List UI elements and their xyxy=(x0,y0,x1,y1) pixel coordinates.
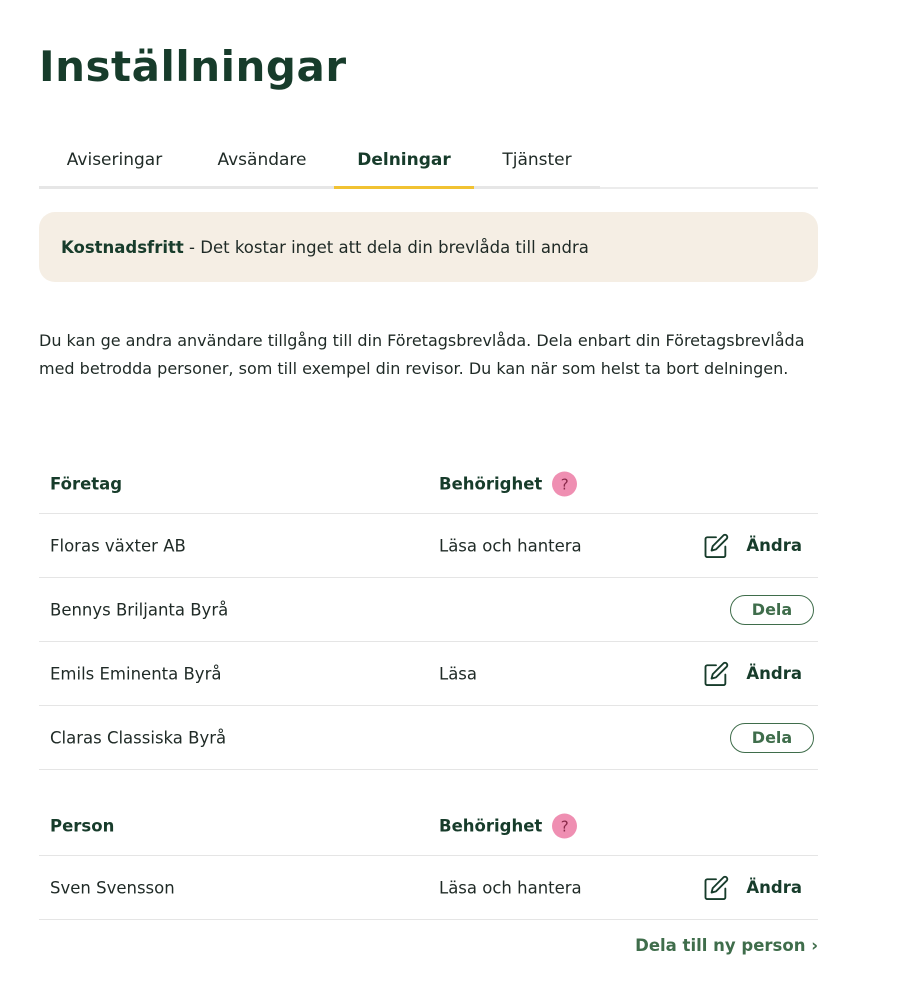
permission-header-label: Behörighet xyxy=(439,816,543,836)
intro-text: Du kan ge andra användare tillgång till din Företagsbrevlåda. Dela enbart din Företagsbrevlåda med betrodda personer, som till exempel din revisor. Du kan när som helst ta bort delningen. xyxy=(39,331,805,378)
permission-value: Läsa och hantera xyxy=(439,878,582,897)
help-icon[interactable]: ? xyxy=(552,472,577,497)
edit-label: Ändra xyxy=(746,536,802,555)
banner-text xyxy=(61,238,589,257)
edit-label: Ändra xyxy=(746,878,802,897)
edit-icon xyxy=(702,532,730,560)
share-button[interactable]: Dela xyxy=(730,595,814,625)
tab-underline xyxy=(190,186,334,189)
companies-table xyxy=(39,455,818,770)
edit-button[interactable] xyxy=(702,874,802,902)
tab-avsandare[interactable] xyxy=(190,130,334,189)
tab-active-underline xyxy=(334,186,474,189)
person-name: Sven Svensson xyxy=(50,878,175,897)
tab-underline xyxy=(474,186,600,189)
tab-underline xyxy=(39,186,190,189)
tab-tjanster[interactable] xyxy=(474,130,600,189)
edit-icon xyxy=(702,874,730,902)
info-banner xyxy=(39,212,818,282)
edit-icon xyxy=(702,660,730,688)
table-row xyxy=(39,578,818,642)
share-button[interactable]: Dela xyxy=(730,723,814,753)
tab-bar xyxy=(39,130,818,189)
share-new-person-link[interactable]: Dela till ny person › xyxy=(635,936,818,955)
column-header-company: Företag xyxy=(50,474,123,494)
banner-body: - Det kostar inget att dela din brevlåda till andra xyxy=(183,237,589,257)
tab-label: Aviseringar xyxy=(66,149,163,170)
table-row xyxy=(39,856,818,920)
banner-strong: Kostnadsfritt xyxy=(61,237,184,257)
table-row xyxy=(39,642,818,706)
table-header xyxy=(39,455,818,514)
tab-delningar[interactable] xyxy=(334,130,474,189)
table-row xyxy=(39,514,818,578)
permission-header-label: Behörighet xyxy=(439,474,543,494)
column-header-permission xyxy=(439,472,577,497)
company-name: Emils Eminenta Byrå xyxy=(50,664,222,683)
page-title: Inställningar xyxy=(39,42,347,91)
permission-value: Läsa och hantera xyxy=(439,536,582,555)
permission-value: Läsa xyxy=(439,664,478,683)
persons-table xyxy=(39,797,818,920)
help-icon[interactable]: ? xyxy=(552,814,577,839)
company-name: Floras växter AB xyxy=(50,536,186,555)
table-header xyxy=(39,797,818,856)
tab-label: Avsändare xyxy=(217,149,307,170)
edit-button[interactable] xyxy=(702,532,802,560)
tab-label: Delningar xyxy=(357,149,451,170)
column-header-person: Person xyxy=(50,816,115,836)
edit-label: Ändra xyxy=(746,664,802,683)
tab-label: Tjänster xyxy=(502,149,572,170)
company-name: Claras Classiska Byrå xyxy=(50,728,227,747)
tab-aviseringar[interactable] xyxy=(39,130,190,189)
column-header-permission xyxy=(439,814,577,839)
company-name: Bennys Briljanta Byrå xyxy=(50,600,229,619)
table-row xyxy=(39,706,818,770)
edit-button[interactable] xyxy=(702,660,802,688)
